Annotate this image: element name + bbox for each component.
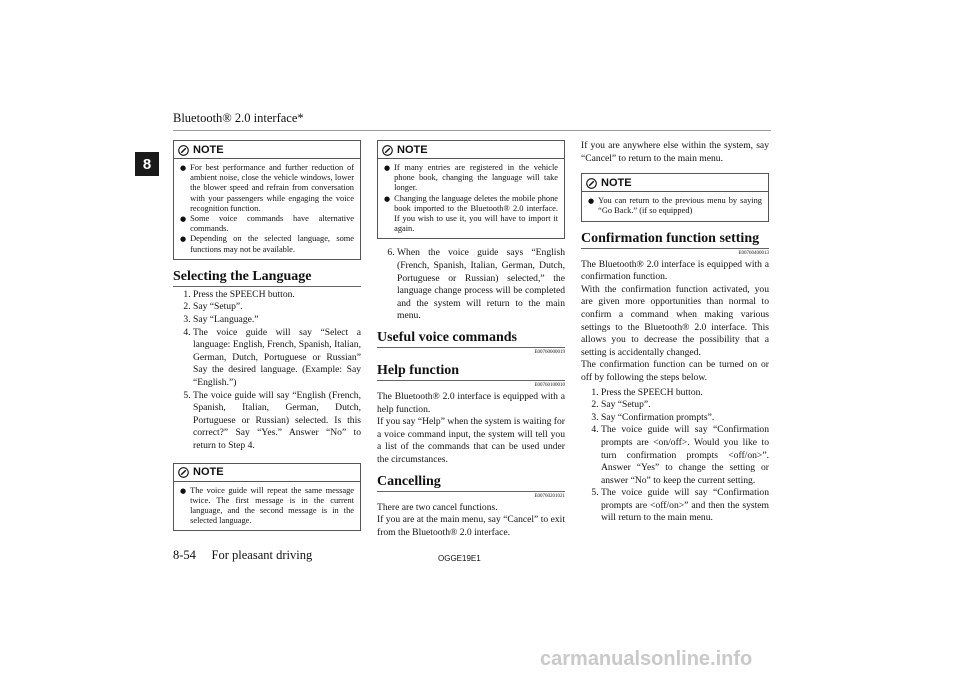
subsection-title: Cancelling <box>377 473 565 492</box>
note-box <box>377 140 565 239</box>
note-box <box>581 173 769 221</box>
note-box <box>173 140 361 260</box>
note-label: NOTE <box>193 143 224 156</box>
step: 1. Press the SPEECH button. <box>601 387 769 400</box>
note-item: ● The voice guide will repeat the same message twice. The first message is in the current language, and the second message is in the selected language. <box>180 485 354 526</box>
paragraph: With the confirmation function activated, you are given more opportunities than normal to confirm a command when making various settings to the Bluetooth® 2.0 interface. This allows you to decrease the possibility that a setting is accidentally changed. <box>581 283 769 358</box>
step: 4. The voice guide will say “Confirmation prompts are <on/off>. Would you like to turn confirmation prompts <off/on>”. Answer “Yes” to change the setting or answer “No” to keep the current setting. <box>601 424 769 487</box>
step: 2. Say “Setup”. <box>601 399 769 412</box>
note-label: NOTE <box>601 176 632 189</box>
column-1 <box>173 140 361 539</box>
section-code: E00760201021 <box>534 493 565 499</box>
watermark: carmanualsonline.info <box>540 648 753 670</box>
paragraph: The confirmation function can be turned on or off by following the steps below. <box>581 359 769 383</box>
note-label: NOTE <box>397 143 428 156</box>
paragraph: The Bluetooth® 2.0 interface is equipped with a confirmation function. <box>581 258 769 283</box>
note-icon <box>586 178 597 189</box>
step: 5. The voice guide will say “Confirmation prompts are <off/on>” and then the system will return to the main menu. <box>601 487 769 525</box>
column-3 <box>581 140 769 525</box>
step: 3. Say “Confirmation prompts”. <box>601 412 769 425</box>
note-item: ● If many entries are registered in the vehicle phone book, changing the language will take longer. <box>384 163 558 193</box>
note-item: ● For best performance and further reduction of ambient noise, close the vehicle windows, lower the blower speed and refrain from conversation with your passengers while engaging the voice recognition function. <box>180 163 354 213</box>
note-icon <box>178 467 189 478</box>
note-icon <box>178 145 189 156</box>
running-header: Bluetooth® 2.0 interface* <box>173 111 304 125</box>
page-number: 8-54 <box>173 548 196 562</box>
step: 5. The voice guide will say “English (French, Spanish, Italian, German, Dutch, Portuguese or Russian) selected. Is this correct?” Say “Yes.” Answer “No” to return to Step 4. <box>193 390 361 453</box>
step: 1. Press the SPEECH button. <box>193 289 361 302</box>
section-title: Selecting the Language <box>173 268 361 287</box>
note-box <box>173 463 361 532</box>
section-title: Useful voice commands <box>377 329 565 348</box>
step: 2. Say “Setup”. <box>193 301 361 314</box>
note-item: ● Changing the language deletes the mobile phone book imported to the Bluetooth® 2.0 interface. If you wish to use it, you will have to import it again. <box>384 193 558 234</box>
note-item: ● You can return to the previous menu by saying “Go Back.” (if so equipped) <box>588 196 762 216</box>
header-rule <box>173 130 771 131</box>
paragraph: There are two cancel functions. <box>377 501 498 513</box>
section-name: For pleasant driving <box>211 548 313 562</box>
page-footer <box>173 548 312 563</box>
section-code: E00760100010 <box>534 382 565 388</box>
section-code: E00760400013 <box>738 250 769 256</box>
note-icon <box>382 145 393 156</box>
subsection-title: Help function <box>377 362 565 381</box>
document-code: OGGE19E1 <box>438 554 481 563</box>
paragraph: The Bluetooth® 2.0 interface is equipped with a help function. <box>377 390 565 415</box>
steps-list <box>377 247 565 323</box>
chapter-tab: 8 <box>135 152 159 176</box>
step: 4. The voice guide will say “Select a language: English, French, Spanish, Italian, German, Dutch, Portuguese or Russian” Say the desired language. (Example: Say “English.”) <box>193 327 361 390</box>
paragraph: If you are anywhere else within the system, say “Cancel” to return to the main menu. <box>581 140 769 164</box>
section-code: E00760000019 <box>534 349 565 355</box>
step: 3. Say “Language.” <box>193 314 361 327</box>
steps-list <box>173 289 361 453</box>
column-2 <box>377 140 565 539</box>
paragraph: If you say “Help” when the system is waiting for a voice command input, the system will tell you a list of the commands that can be used under the circumstances. <box>377 416 565 465</box>
note-item: ● Some voice commands have alternative commands. <box>180 214 354 234</box>
section-title: Confirmation function setting <box>581 230 769 249</box>
steps-list <box>581 387 769 526</box>
note-label: NOTE <box>193 466 224 479</box>
note-item: ● Depending on the selected language, some functions may not be available. <box>180 234 354 254</box>
paragraph: If you are at the main menu, say “Cancel” to exit from the Bluetooth® 2.0 interface. <box>377 514 565 538</box>
step: 6. When the voice guide says “English (French, Spanish, Italian, German, Dutch, Portuguese or Russian) selected,” the language change process will be completed and the system will return to the main menu. <box>397 247 565 323</box>
